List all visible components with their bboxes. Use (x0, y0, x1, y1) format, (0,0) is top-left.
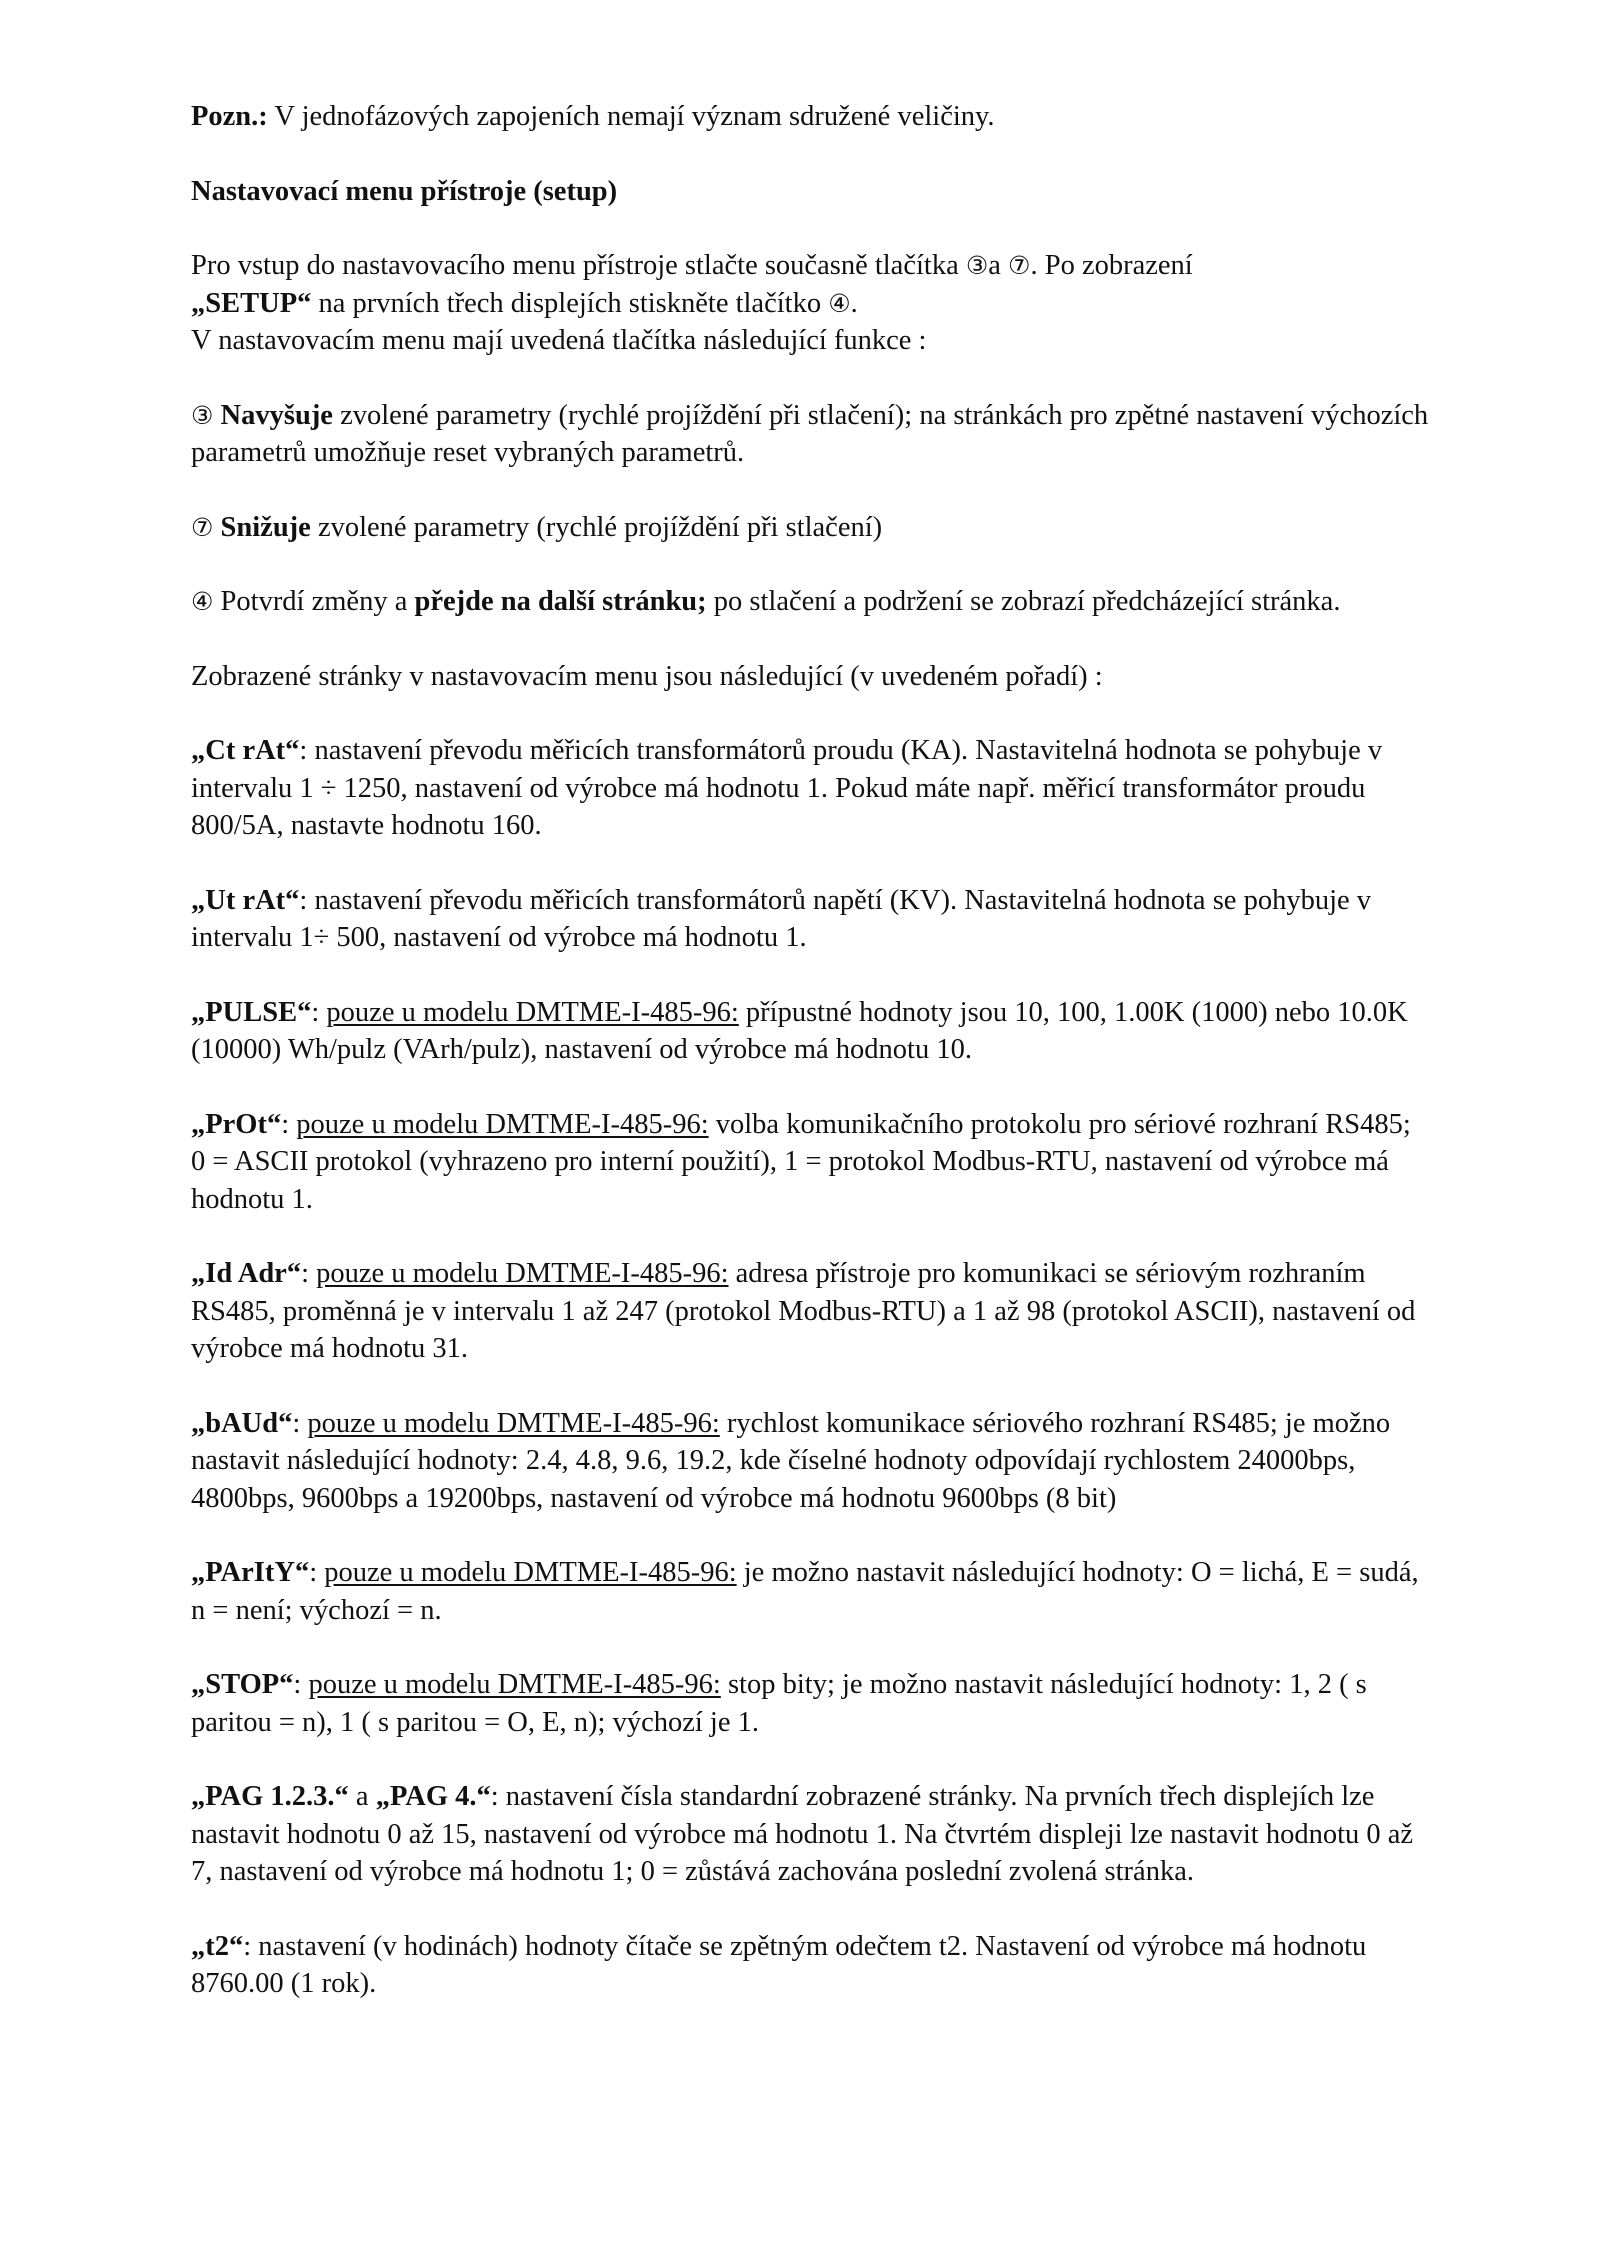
note-text: V jednofázových zapojeních nemají význam sdružené veličiny. (267, 101, 995, 132)
setup-label: „SETUP“ (191, 287, 312, 319)
baud-text: rychlost komunikace sériového rozhraní RS485; je možno nastavit následující hodnoty: 2.4, 4.8, 9.6, 19.2, kde číselné hodnoty odpovídají rychlostem 24000bps, 4800bps, 9600bps a 19200bps, nastavení od výrobce má hodnotu 9600bps (8 bit) (191, 1407, 1391, 1514)
model-note: pouze u modelu DMTME-I-485-96: (324, 1557, 737, 1588)
parity-text: je možno nastavit následující hodnoty: O = lichá, E = sudá, n = není; výchozí = n. (191, 1557, 1419, 1626)
button-4-icon: ④ (191, 587, 214, 616)
t2-text: : nastavení (v hodinách) hodnoty čítače se zpětným odečtem t2. Nastavení od výrobce má hodnotu 8760.00 (1 rok). (191, 1930, 1367, 1999)
pages-intro: Zobrazené stránky v nastavovacím menu jsou následující (v uvedeném pořadí) : (191, 660, 1103, 692)
note-label: Pozn.: (191, 101, 268, 132)
pag-mid: a (348, 1781, 376, 1812)
t2-paragraph (191, 1928, 1431, 2003)
prot-text: volba komunikačního protokolu pro sériové rozhraní RS485; 0 = ASCII protokol (vyhrazeno pro interní použití), 1 = protokol Modbus-RTU, nastavení od výrobce má hodnotu 1. (191, 1108, 1411, 1215)
parity-paragraph (191, 1554, 1431, 1629)
button-7-action: Snižuje (213, 511, 311, 543)
button-4-description (191, 583, 1431, 621)
button-7-description (191, 509, 1431, 547)
intro-text: Pro vstup do nastavovacího menu přístroje stlačte současně tlačítka (191, 250, 966, 281)
pulse-name: „PULSE“ (191, 996, 312, 1028)
stop-text: stop bity; je možno nastavit následující hodnoty: 1, 2 ( s paritou = n), 1 ( s paritou = O, E, n); výchozí je 1. (191, 1669, 1367, 1738)
button-7-icon: ⑦ (191, 512, 214, 542)
pag-text: : nastavení čísla standardní zobrazené stránky. Na prvních třech displejích lze nastavit hodnotu 0 až 15, nastavení od výrobce má hodnotu 1. Na čtvrtém displeji lze nastavit hodnotu 0 až 7, nastavení od výrobce má hodnotu 1; 0 = zůstává zachována poslední zvolená stránka. (191, 1781, 1414, 1887)
t2-name: „t2“ (191, 1930, 244, 1962)
prot-name: „PrOt“ (191, 1108, 282, 1140)
button-3-icon: ③ (191, 400, 214, 430)
pag-name-1: „PAG 1.2.3.“ (191, 1781, 349, 1812)
separator: : (281, 1108, 297, 1140)
baud-name: „bAUd“ (191, 1407, 293, 1439)
section-heading: Nastavovací menu přístroje (setup) (191, 175, 618, 207)
pulse-paragraph (191, 994, 1431, 1069)
separator: : (309, 1557, 325, 1588)
model-note: pouze u modelu DMTME-I-485-96: (307, 1407, 720, 1439)
intro-text: . (850, 287, 858, 319)
button-3-action: Navyšuje (213, 399, 333, 431)
button-3-icon: ③ (965, 251, 989, 280)
ct-rat-paragraph (191, 732, 1431, 845)
separator: : (301, 1258, 317, 1289)
model-note: pouze u modelu DMTME-I-485-96: (316, 1258, 729, 1289)
model-note: pouze u modelu DMTME-I-485-96: (296, 1108, 709, 1140)
ut-rat-paragraph (191, 882, 1431, 957)
intro-text: na prvních třech displejích stiskněte tlačítko (311, 287, 829, 319)
pulse-text: přípustné hodnoty jsou 10, 100, 1.00K (1000) nebo 10.0K (10000) Wh/pulz (VArh/pulz), nastavení od výrobce má hodnotu 10. (191, 996, 1408, 1065)
id-adr-paragraph (191, 1255, 1431, 1368)
intro-paragraph (191, 247, 1431, 360)
button-4-text: po stlačení a podržení se zobrazí předcházející stránka. (706, 586, 1341, 617)
button-4-action: přejde na další stránku; (414, 586, 707, 617)
button-3-text: zvolené parametry (rychlé projíždění při stlačení); na stránkách pro zpětné nastavení výchozích parametrů umožňuje reset vybraných parametrů. (191, 399, 1429, 468)
stop-name: „STOP“ (191, 1669, 294, 1700)
separator: : (311, 996, 327, 1028)
baud-paragraph (191, 1405, 1431, 1518)
ct-rat-name: „Ct rAt“ (191, 735, 300, 766)
button-7-text: zvolené parametry (rychlé projíždění při stlačení) (310, 511, 883, 543)
id-adr-name: „Id Adr“ (191, 1258, 302, 1289)
separator: : (293, 1669, 309, 1700)
note-paragraph (191, 98, 1431, 136)
button-4-pre: Potvrdí změny a (213, 586, 415, 617)
model-note: pouze u modelu DMTME-I-485-96: (326, 996, 739, 1028)
separator: : (292, 1407, 308, 1439)
pag-name-2: „PAG 4.“ (375, 1781, 491, 1812)
intro-text: a (988, 250, 1009, 281)
pag-paragraph (191, 1778, 1431, 1891)
ut-rat-text: : nastavení převodu měřicích transformátorů napětí (KV). Nastavitelná hodnota se pohybuje v intervalu 1÷ 500, nastavení od výrobce má hodnotu 1. (191, 884, 1372, 953)
ct-rat-text: : nastavení převodu měřicích transformátorů proudu (KA). Nastavitelná hodnota se pohybuje v intervalu 1 ÷ 1250, nastavení od výrobce má hodnotu 1. Pokud máte např. měřicí transformátor proudu 800/5A, nastavte hodnotu 160. (191, 735, 1383, 841)
document-page (191, 98, 1431, 2040)
intro-text: . Po zobrazení (1030, 250, 1193, 281)
ut-rat-name: „Ut rAt“ (191, 884, 300, 916)
stop-paragraph (191, 1666, 1431, 1741)
parity-name: „PArItY“ (191, 1557, 310, 1588)
id-adr-text: adresa přístroje pro komunikaci se sériovým rozhraním RS485, proměnná je v intervalu 1 až 247 (protokol Modbus-RTU) a 1 až 98 (protokol ASCII), nastavení od výrobce má hodnotu 31. (191, 1258, 1416, 1364)
button-7-icon: ⑦ (1008, 251, 1031, 280)
button-4-icon: ④ (828, 288, 851, 318)
button-3-description (191, 397, 1431, 472)
intro-line-2: V nastavovacím menu mají uvedená tlačítka následující funkce : (191, 325, 927, 356)
prot-paragraph (191, 1106, 1431, 1219)
model-note: pouze u modelu DMTME-I-485-96: (308, 1669, 721, 1700)
